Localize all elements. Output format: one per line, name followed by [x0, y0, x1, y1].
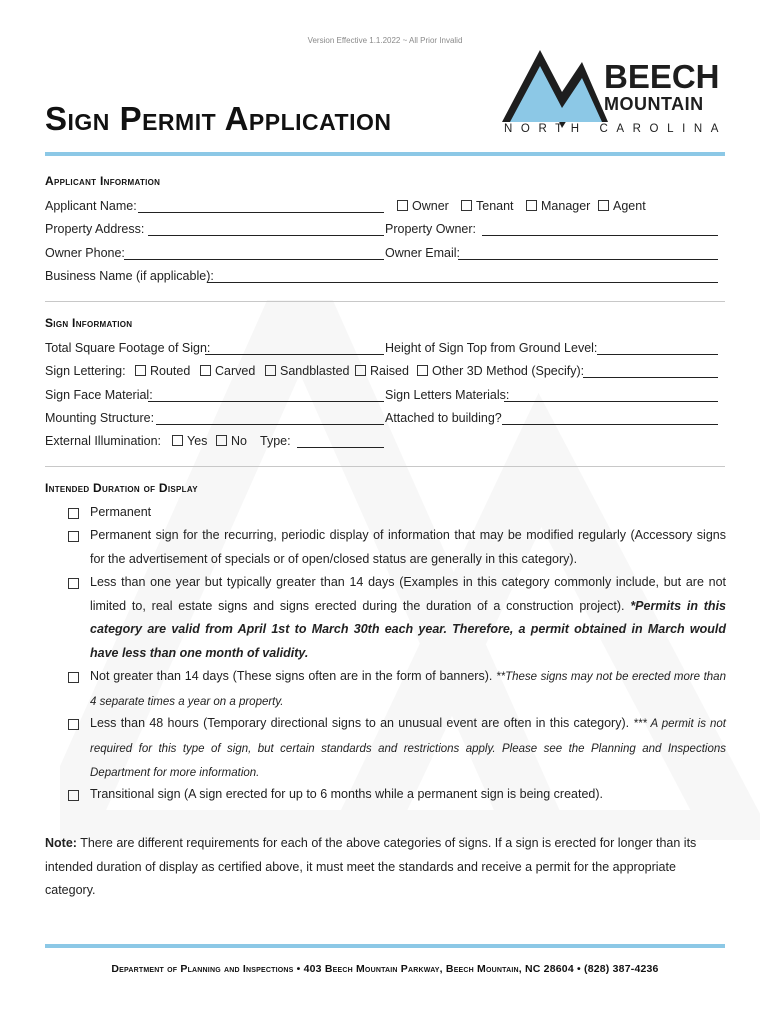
- business-name-label: Business Name (if applicable):: [45, 269, 214, 283]
- role-option-agent[interactable]: Agent: [598, 199, 646, 213]
- duration-item-under-one-year: Less than one year but typically greater than 14 days (Examples in this category commonly include, but are not limited to, real estate signs and signs erected during the duration of a construction project). *Permits in this category are valid from April 1st to March 30th each year. Therefore, a permit obtained in March would have less than one month of validity.: [90, 575, 726, 660]
- duration-item-14-days: Not greater than 14 days (These signs often are in the form of banners). **These signs may not be erected more than 4 separate times a year on a property.: [90, 669, 726, 708]
- property-address-field[interactable]: [148, 235, 384, 236]
- letters-material-label: Sign Letters Materials:: [385, 388, 510, 402]
- duration-checkbox-periodic[interactable]: [68, 531, 79, 542]
- lettering-option-raised[interactable]: Raised: [355, 364, 409, 378]
- role-option-owner[interactable]: Owner: [397, 199, 449, 213]
- square-footage-label: Total Square Footage of Sign:: [45, 341, 211, 355]
- section-divider: [45, 466, 725, 467]
- mounting-label: Mounting Structure:: [45, 411, 155, 425]
- checkbox-icon: [172, 435, 183, 446]
- square-footage-field[interactable]: [205, 354, 384, 355]
- applicant-name-field[interactable]: [138, 212, 384, 213]
- sign-height-label: Height of Sign Top from Ground Level:: [385, 341, 598, 355]
- owner-phone-field[interactable]: [124, 259, 384, 260]
- face-material-field[interactable]: [148, 401, 384, 402]
- owner-email-field[interactable]: [458, 259, 718, 260]
- duration-heading: Intended Duration of Display: [45, 481, 198, 495]
- property-owner-field[interactable]: [482, 235, 718, 236]
- checkbox-icon: [265, 365, 276, 376]
- owner-email-label: Owner Email:: [385, 246, 461, 260]
- illumination-type-field[interactable]: [297, 447, 384, 448]
- duration-item-permanent: Permanent: [90, 505, 152, 519]
- beech-mountain-logo: [500, 46, 730, 140]
- duration-item-periodic: Permanent sign for the recurring, periodic display of information that may be modified regularly (Accessory signs for the advertisement of specials or of open/closed status are generally in this category).: [90, 528, 726, 566]
- applicant-heading: Applicant Information: [45, 174, 161, 188]
- lettering-option-sandblasted[interactable]: Sandblasted: [265, 364, 350, 378]
- duration-item-transitional: Transitional sign (A sign erected for up to 6 months while a permanent sign is being created).: [90, 787, 604, 801]
- illumination-option-yes[interactable]: Yes: [172, 434, 207, 448]
- duration-item-48-hours: Less than 48 hours (Temporary directional signs to an unusual event are often in this category). *** A permit is not required for this type of sign, but certain standards and restrictions apply. Please see the Planning and Inspections Department for more information.: [90, 716, 726, 779]
- role-option-manager[interactable]: Manager: [526, 199, 590, 213]
- attached-field[interactable]: [502, 424, 718, 425]
- property-owner-label: Property Owner:: [385, 222, 477, 236]
- illumination-type-label: Type:: [260, 434, 291, 448]
- checkbox-icon: [526, 200, 537, 211]
- duration-checkbox-under-one-year[interactable]: [68, 578, 79, 589]
- lettering-option-other[interactable]: Other 3D Method (Specify):: [417, 364, 584, 378]
- checkbox-icon: [135, 365, 146, 376]
- attached-label: Attached to building?: [385, 411, 502, 425]
- logo-word-north-carolina: NORTH CAROLINA: [504, 123, 728, 135]
- property-address-label: Property Address:: [45, 222, 145, 236]
- note-paragraph: Note: There are different requirements for each of the above categories of signs. If a sign is erected for longer than its intended duration of display as certified above, it must meet the standards and receive a permit for the appropriate category.: [45, 836, 697, 897]
- duration-checkbox-permanent[interactable]: [68, 508, 79, 519]
- lettering-other-field[interactable]: [583, 377, 718, 378]
- applicant-name-label: Applicant Name:: [45, 199, 137, 213]
- duration-checkbox-14-days[interactable]: [68, 672, 79, 683]
- page-title: Sign Permit Application: [45, 100, 392, 137]
- business-name-field[interactable]: [207, 282, 718, 283]
- checkbox-icon: [397, 200, 408, 211]
- footer-contact: Department of Planning and Inspections • 403 Beech Mountain Parkway, Beech Mountain, NC 28604 • (828) 387-4236: [111, 963, 659, 975]
- checkbox-icon: [200, 365, 211, 376]
- checkbox-icon: [355, 365, 366, 376]
- face-material-label: Sign Face Material:: [45, 388, 153, 402]
- checkbox-icon: [417, 365, 428, 376]
- logo-word-beech: BEECH: [604, 58, 720, 95]
- header-rule: [45, 152, 725, 156]
- sign-lettering-label: Sign Lettering:: [45, 364, 126, 378]
- duration-checkbox-48-hours[interactable]: [68, 719, 79, 730]
- illumination-option-no[interactable]: No: [216, 434, 247, 448]
- role-option-tenant[interactable]: Tenant: [461, 199, 514, 213]
- owner-phone-label: Owner Phone:: [45, 246, 125, 260]
- mounting-field[interactable]: [156, 424, 384, 425]
- checkbox-icon: [216, 435, 227, 446]
- lettering-option-carved[interactable]: Carved: [200, 364, 255, 378]
- section-divider: [45, 301, 725, 302]
- version-note: Version Effective 1.1.2022 ~ All Prior Invalid: [307, 36, 463, 45]
- checkbox-icon: [461, 200, 472, 211]
- sign-heading: Sign Information: [45, 316, 133, 330]
- letters-material-field[interactable]: [504, 401, 718, 402]
- illumination-label: External Illumination:: [45, 434, 162, 448]
- checkbox-icon: [598, 200, 609, 211]
- logo-word-mountain: MOUNTAIN: [604, 94, 704, 114]
- sign-height-field[interactable]: [597, 354, 718, 355]
- footer-rule: [45, 944, 725, 948]
- lettering-option-routed[interactable]: Routed: [135, 364, 190, 378]
- duration-checkbox-transitional[interactable]: [68, 790, 79, 801]
